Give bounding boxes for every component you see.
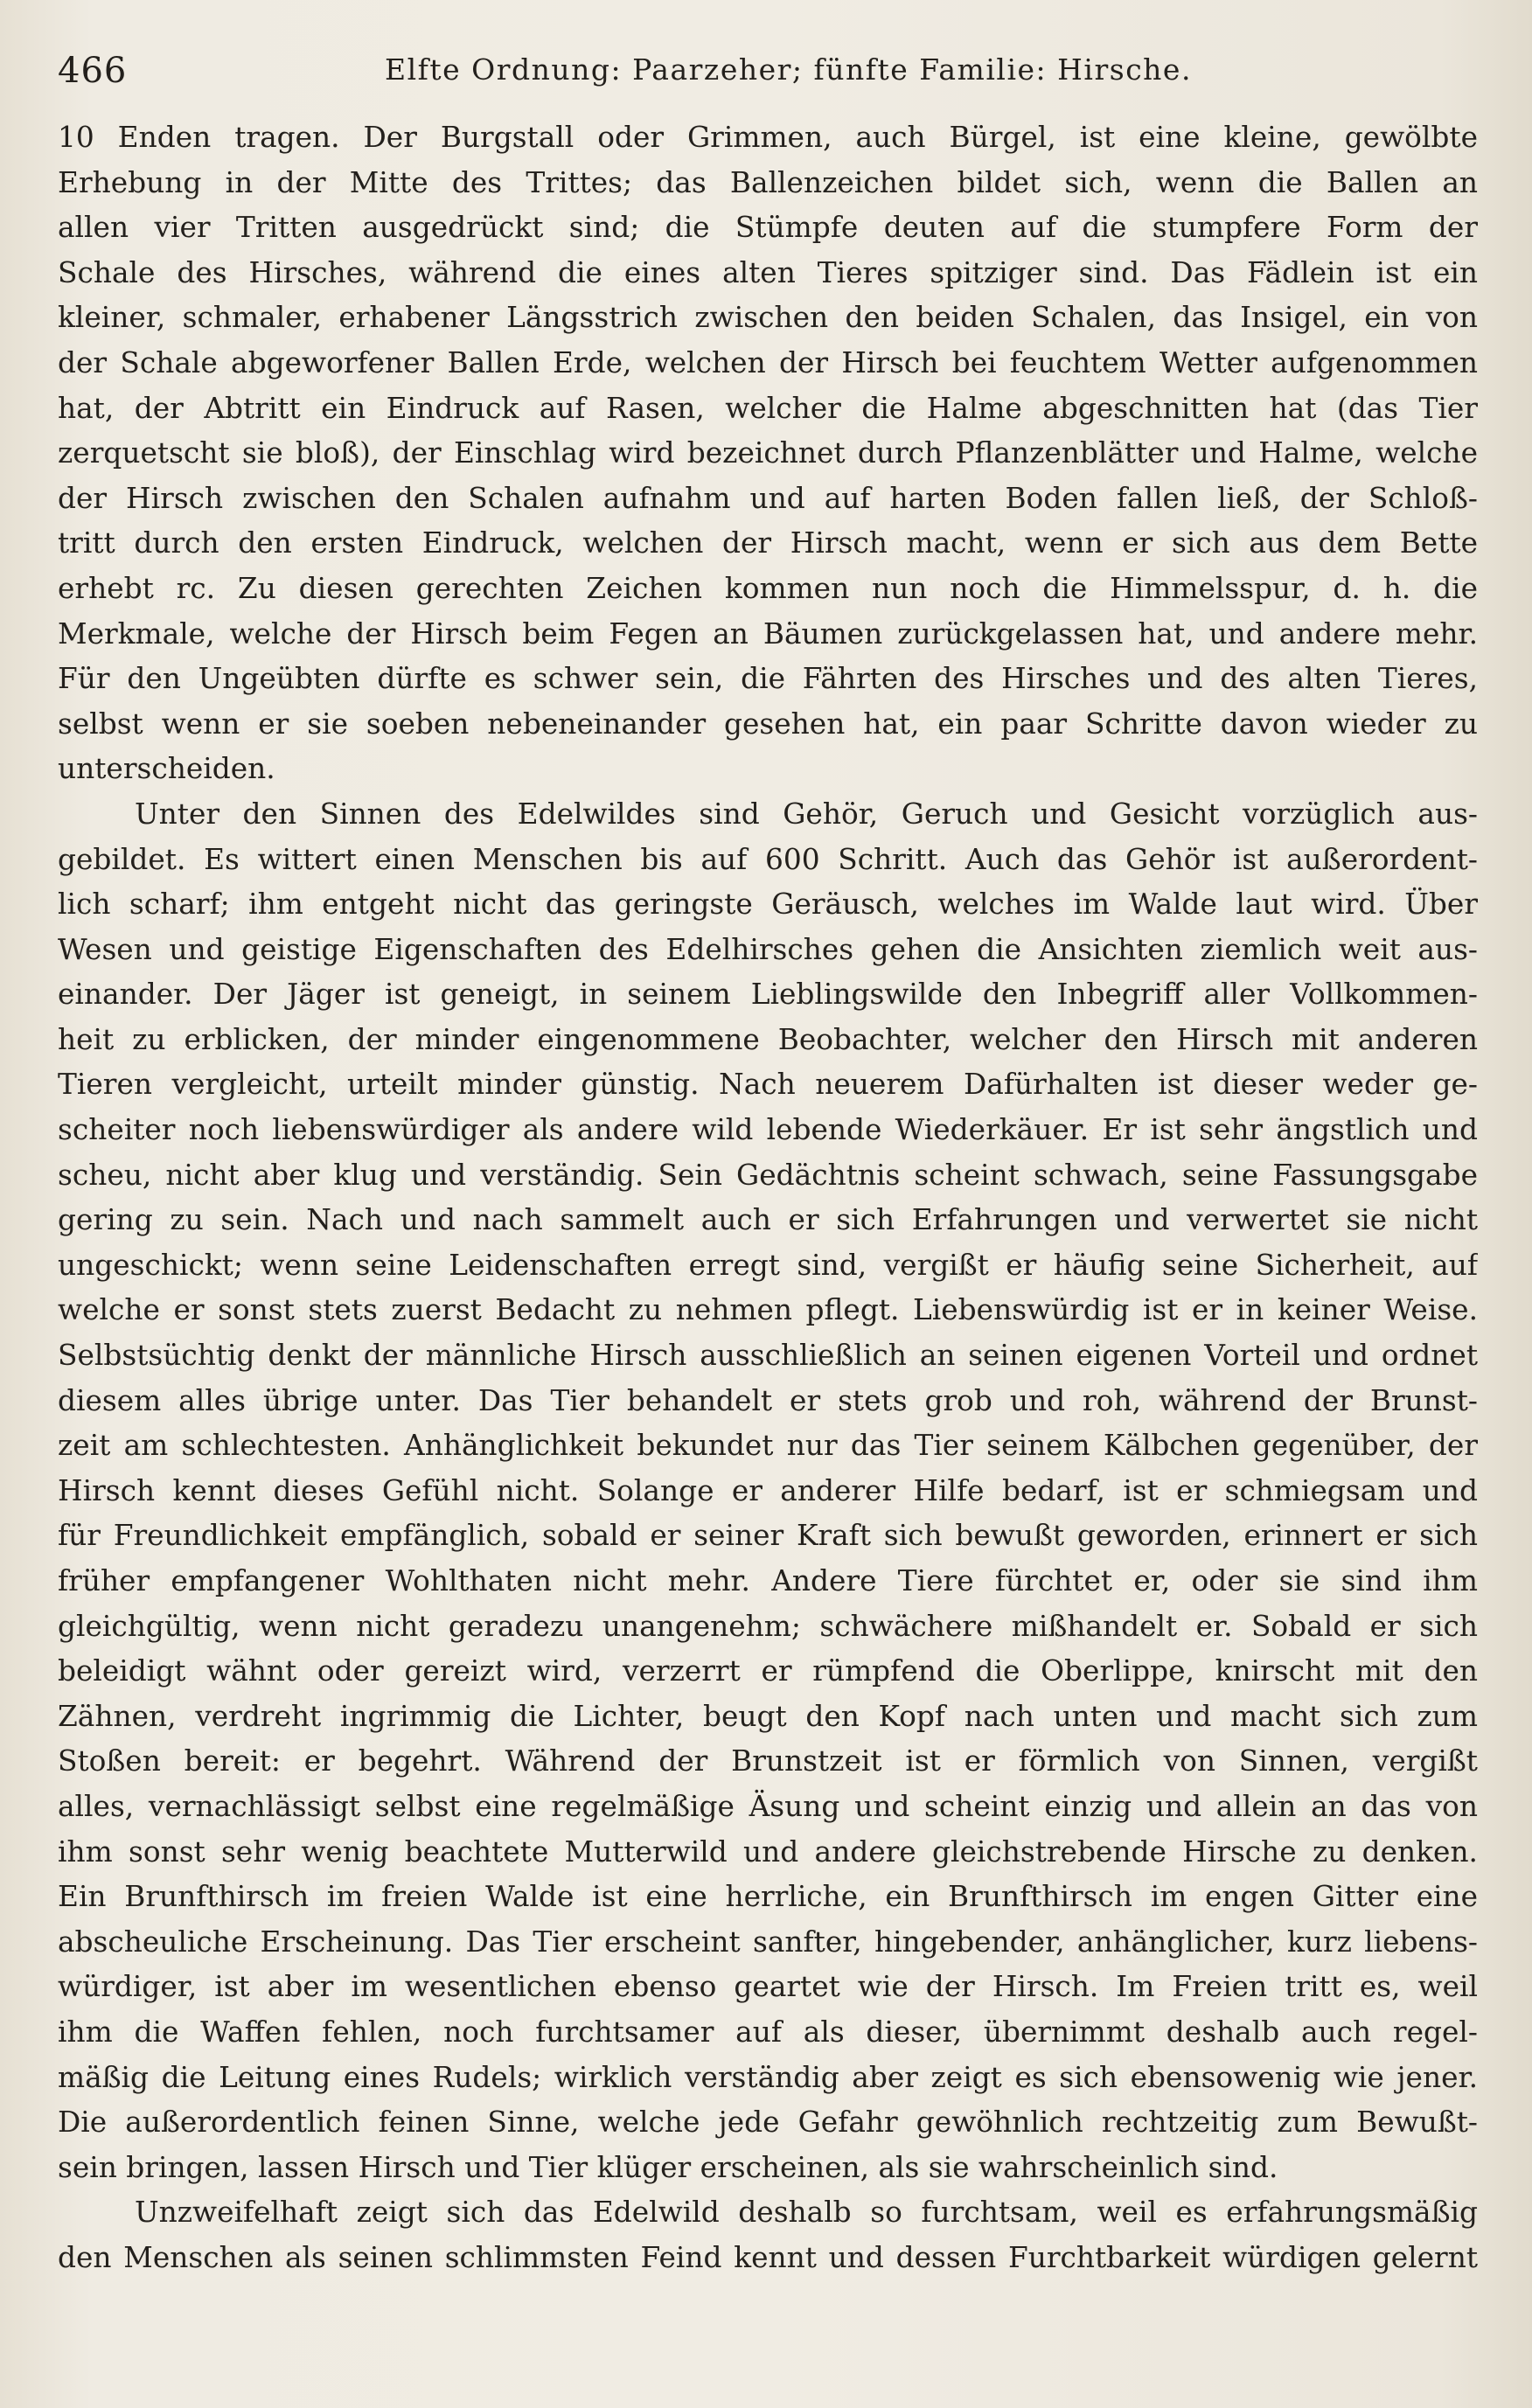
text-line: gering zu sein. Nach und nach sammelt auch er sich Erfahrungen und verwertet sie nicht <box>58 1203 1478 1237</box>
text-line: beleidigt wähnt oder gereizt wird, verzerrt er rümpfend die Oberlippe, knirscht mit den <box>58 1654 1478 1688</box>
text-line: früher empfangener Wohlthaten nicht mehr. Andere Tiere fürchtet er, oder sie sind ihm <box>58 1564 1478 1597</box>
text-line: Wesen und geistige Eigenschaften des Edelhirsches gehen die Ansichten ziemlich weit aus- <box>58 932 1478 966</box>
text-line: Schale des Hirsches, während die eines alten Tieres spitziger sind. Das Fädlein ist ein <box>58 255 1478 289</box>
text-line: Hirsch kennt dieses Gefühl nicht. Solange er anderer Hilfe bedarf, ist er schmiegsam und <box>58 1473 1478 1507</box>
text-line: Unzweifelhaft zeigt sich das Edelwild deshalb so furchtsam, weil es erfahrungsmäßig <box>135 2196 1478 2230</box>
text-line: scheiter noch liebenswürdiger als andere wild lebende Wiederkäuer. Er ist sehr ängstlich und <box>58 1113 1478 1147</box>
paragraph <box>58 2190 1478 2280</box>
text-line: zeit am schlechtesten. Anhänglichkeit bekundet nur das Tier seinem Kälbchen gegenüber, der <box>58 1429 1478 1463</box>
text-line: scheu, nicht aber klug und verständig. Sein Gedächtnis scheint schwach, seine Fassungsgabe <box>58 1158 1478 1192</box>
body-text <box>58 115 1478 2281</box>
text-line: ungeschickt; wenn seine Leidenschaften erregt sind, vergißt er häufig seine Sicherheit, auf <box>58 1248 1478 1282</box>
text-line: Selbstsüchtig denkt der männliche Hirsch ausschließlich an seinen eigenen Vorteil und ordnet <box>58 1339 1478 1373</box>
text-line: Für den Ungeübten dürfte es schwer sein, die Fährten des Hirsches und des alten Tieres, <box>58 662 1478 696</box>
text-line: Unter den Sinnen des Edelwildes sind Gehör, Geruch und Gesicht vorzüglich aus- <box>135 797 1478 831</box>
page-header <box>58 44 1478 98</box>
text-line: zerquetscht sie bloß), der Einschlag wird bezeichnet durch Pflanzenblätter und Halme, welche <box>58 436 1478 470</box>
text-line: Zähnen, verdreht ingrimmig die Lichter, beugt den Kopf nach unten und macht sich zum <box>58 1699 1478 1733</box>
text-line: den Menschen als seinen schlimmsten Feind kennt und dessen Furchtbarkeit würdigen gelernt <box>58 2240 1478 2274</box>
text-line: hat, der Abtritt ein Eindruck auf Rasen, welcher die Halme abgeschnitten hat (das Tier <box>58 391 1478 425</box>
text-line: alles, vernachlässigt selbst eine regelmäßige Äsung und scheint einzig und allein an das von <box>58 1789 1478 1823</box>
text-line: welche er sonst stets zuerst Bedacht zu nehmen pflegt. Liebenswürdig ist er in keiner Weise. <box>58 1293 1478 1327</box>
text-line: kleiner, schmaler, erhabener Längsstrich zwischen den beiden Schalen, das Insigel, ein von <box>58 301 1478 335</box>
text-line: Merkmale, welche der Hirsch beim Fegen an Bäumen zurückgelassen hat, und andere mehr. <box>58 616 1478 651</box>
text-line: selbst wenn er sie soeben nebeneinander gesehen hat, ein paar Schritte davon wieder zu <box>58 706 1478 741</box>
text-line: unterscheiden. <box>58 752 275 786</box>
text-line: Stoßen bereit: er begehrt. Während der Brunstzeit ist er förmlich von Sinnen, vergißt <box>58 1744 1478 1778</box>
paragraph <box>58 792 1478 2190</box>
text-line: Tieren vergleicht, urteilt minder günstig. Nach neuerem Dafürhalten ist dieser weder ge- <box>58 1068 1478 1102</box>
text-line: gleichgültig, wenn nicht geradezu unangenehm; schwächere mißhandelt er. Sobald er sich <box>58 1609 1478 1643</box>
text-line: der Hirsch zwischen den Schalen aufnahm und auf harten Boden fallen ließ, der Schloß- <box>58 481 1478 515</box>
text-line: 10 Enden tragen. Der Burgstall oder Grimmen, auch Bürgel, ist eine kleine, gewölbte <box>58 121 1478 154</box>
text-line: abscheuliche Erscheinung. Das Tier erscheint sanfter, hingebender, anhänglicher, kurz liebens- <box>58 1924 1478 1959</box>
text-line: sein bringen, lassen Hirsch und Tier klüger erscheinen, als sie wahrscheinlich sind. <box>58 2150 1278 2184</box>
page-number: 466 <box>58 51 128 91</box>
text-line: Ein Brunfthirsch im freien Walde ist eine herrliche, ein Brunfthirsch im engen Gitter eine <box>58 1880 1478 1914</box>
text-line: lich scharf; ihm entgeht nicht das geringste Geräusch, welches im Walde laut wird. Über <box>58 887 1478 922</box>
text-line: heit zu erblicken, der minder eingenommene Beobachter, welcher den Hirsch mit anderen <box>58 1022 1478 1056</box>
text-line: erhebt rc. Zu diesen gerechten Zeichen kommen nun noch die Himmelsspur, d. h. die <box>58 571 1478 605</box>
text-line: gebildet. Es wittert einen Menschen bis auf 600 Schritt. Auch das Gehör ist außerordent- <box>58 842 1478 876</box>
text-line: Die außerordentlich feinen Sinne, welche jede Gefahr gewöhnlich rechtzeitig zum Bewußt- <box>58 2105 1478 2140</box>
text-line: der Schale abgeworfener Ballen Erde, welchen der Hirsch bei feuchtem Wetter aufgenommen <box>58 345 1478 379</box>
text-line: ihm sonst sehr wenig beachtete Mutterwild und andere gleichstrebende Hirsche zu denken. <box>58 1834 1478 1869</box>
text-line: ihm die Waffen fehlen, noch furchtsamer auf als dieser, übernimmt deshalb auch regel- <box>58 2015 1478 2049</box>
text-line: diesem alles übrige unter. Das Tier behandelt er stets grob und roh, während der Brunst- <box>58 1383 1478 1417</box>
text-line: Erhebung in der Mitte des Trittes; das Ballenzeichen bildet sich, wenn die Ballen an <box>58 165 1478 199</box>
text-line: allen vier Tritten ausgedrückt sind; die Stümpfe deuten auf die stumpfere Form der <box>58 211 1478 245</box>
text-line: einander. Der Jäger ist geneigt, in seinem Lieblingswilde den Inbegriff aller Vollkommen- <box>58 978 1478 1012</box>
text-line: für Freundlichkeit empfänglich, sobald er seiner Kraft sich bewußt geworden, erinnert er sich <box>58 1519 1478 1553</box>
text-line: würdiger, ist aber im wesentlichen ebenso geartet wie der Hirsch. Im Freien tritt es, weil <box>58 1970 1478 2004</box>
paragraph <box>58 115 1478 792</box>
running-title: Elfte Ordnung: Paarzeher; fünfte Familie: Hirsche. <box>385 52 1192 87</box>
text-line: tritt durch den ersten Eindruck, welchen der Hirsch macht, wenn er sich aus dem Bette <box>58 526 1478 560</box>
text-line: mäßig die Leitung eines Rudels; wirklich verständig aber zeigt es sich ebensowenig wie jener. <box>58 2060 1478 2094</box>
